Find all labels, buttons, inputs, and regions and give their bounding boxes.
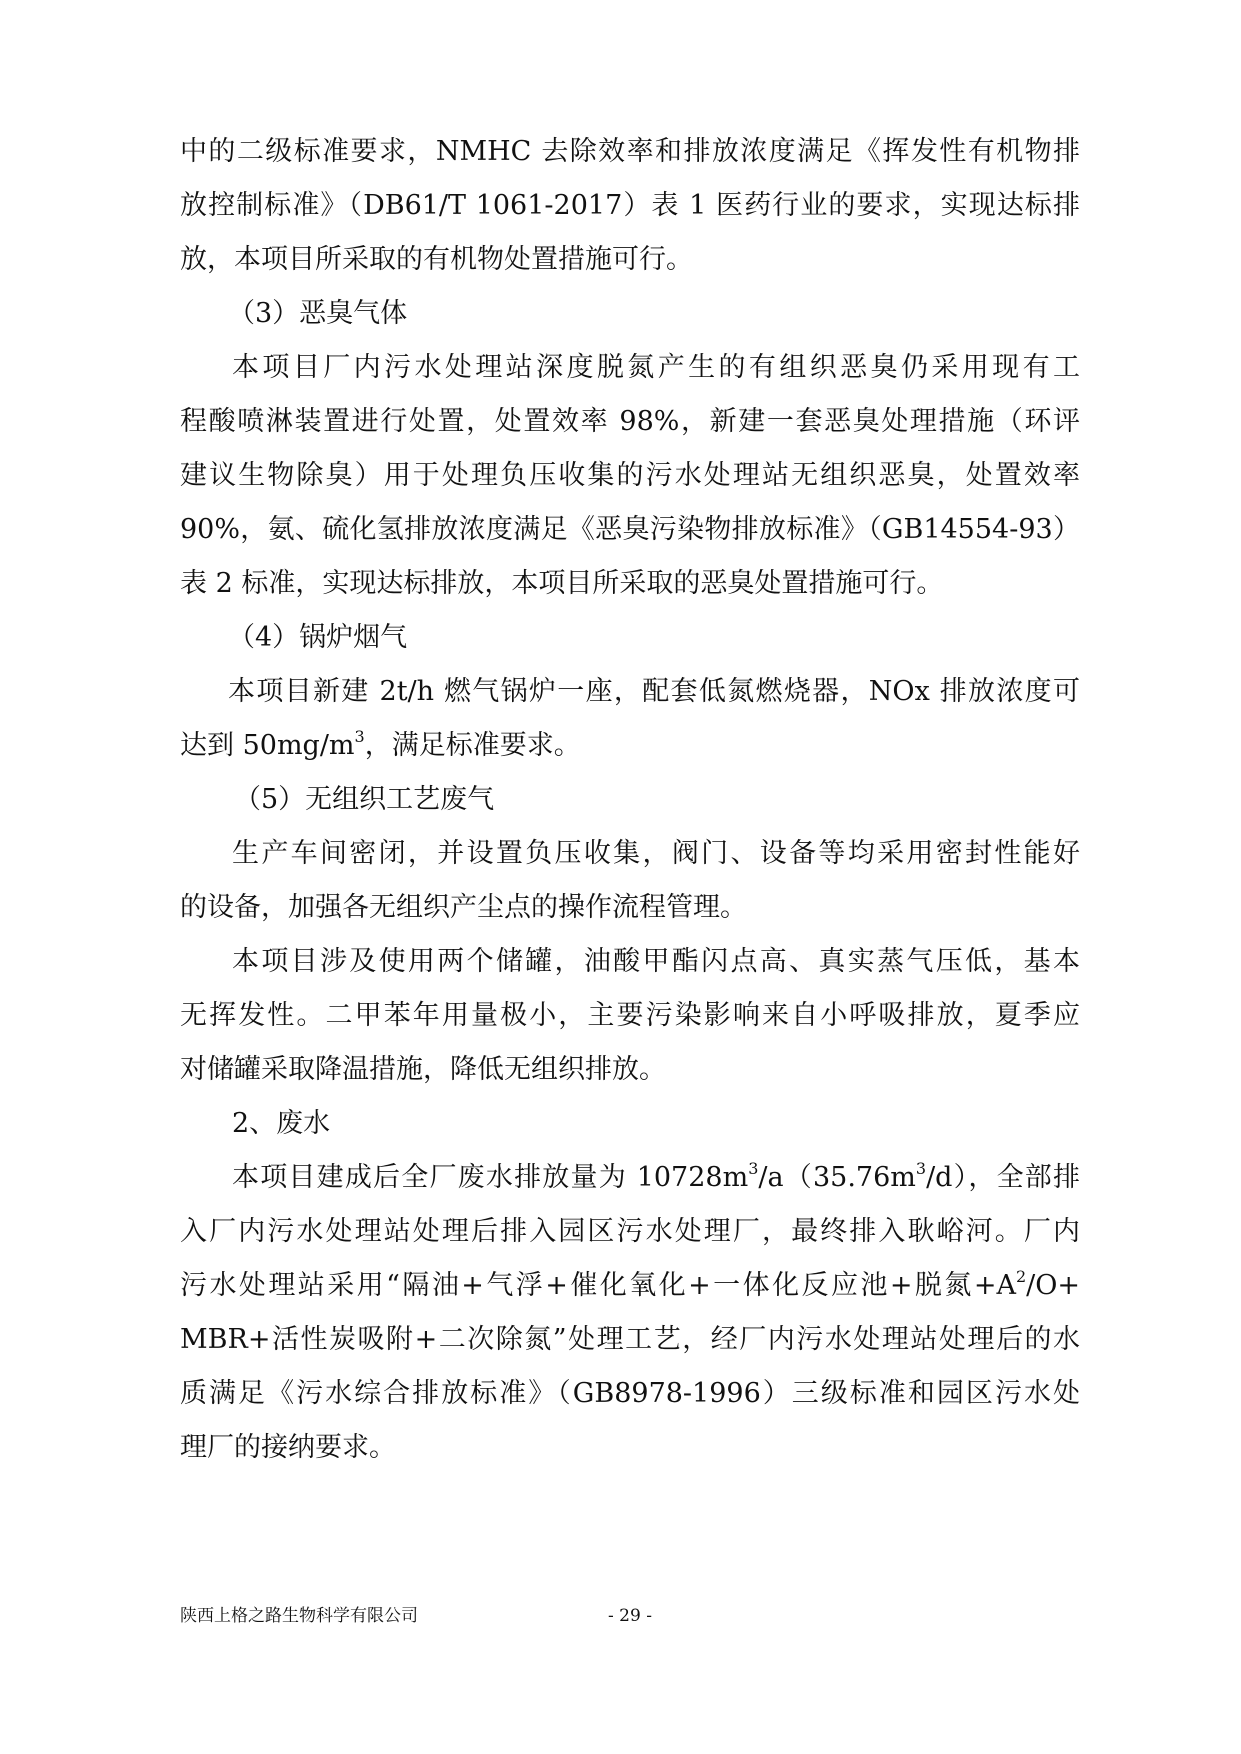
text-fragment: 达到 50mg/m (180, 730, 355, 761)
text-fragment: /O+ (1026, 1270, 1080, 1301)
text-line: 本项目新建 2t/h 燃气锅炉一座，配套低氮燃烧器，NOx 排放浓度可 (228, 676, 1080, 707)
text-fragment: 本项目建成后全厂废水排放量为 10728m (232, 1162, 749, 1193)
text-fragment: /d），全部排 (926, 1162, 1080, 1193)
text-line: 无挥发性。二甲苯年用量极小，主要污染影响来自小呼吸排放，夏季应 (180, 1000, 1080, 1031)
text-line: 生产车间密闭，并设置负压收集，阀门、设备等均采用密封性能好 (232, 838, 1080, 869)
text-line: 的设备，加强各无组织产尘点的操作流程管理。 (180, 892, 747, 923)
text-line: 90%，氨、硫化氢排放浓度满足《恶臭污染物排放标准》（GB14554-93） (180, 514, 1080, 545)
superscript: 3 (915, 1159, 927, 1178)
footer-company: 陕西上格之路生物科学有限公司 (180, 1606, 418, 1626)
text-line: 理厂的接纳要求。 (180, 1432, 396, 1463)
text-fragment: ，满足标准要求。 (364, 730, 581, 761)
text-line (180, 726, 1080, 766)
text-line: 中的二级标准要求，NMHC 去除效率和排放浓度满足《挥发性有机物排 (180, 136, 1080, 167)
text-line: 本项目涉及使用两个储罐，油酸甲酯闪点高、真实蒸气压低，基本 (232, 946, 1080, 977)
superscript: 3 (748, 1159, 759, 1178)
text-fragment: /a（35.76m (758, 1162, 916, 1193)
text-line: MBR+活性炭吸附+二次除氮”处理工艺，经厂内污水处理站处理后的水 (180, 1324, 1080, 1355)
text-line: 对储罐采取降温措施，降低无组织排放。 (180, 1054, 666, 1085)
section-heading: （5）无组织工艺废气 (234, 784, 495, 815)
superscript: 3 (354, 727, 365, 746)
section-heading: （4）锅炉烟气 (228, 622, 408, 653)
text-line: 表 2 标准，实现达标排放，本项目所采取的恶臭处置措施可行。 (180, 568, 944, 599)
text-line: 放，本项目所采取的有机物处置措施可行。 (180, 244, 693, 275)
page-number: - 29 - (608, 1606, 652, 1626)
text-line: 本项目厂内污水处理站深度脱氮产生的有组织恶臭仍采用现有工 (232, 352, 1080, 383)
text-line (180, 1266, 1080, 1306)
section-heading: 2、废水 (232, 1108, 331, 1139)
text-fragment: 污水处理站采用“隔油+气浮+催化氧化+一体化反应池+脱氮+A (180, 1270, 1016, 1301)
text-line (232, 1158, 1080, 1198)
text-line: 入厂内污水处理站处理后排入园区污水处理厂，最终排入耿峪河。厂内 (180, 1216, 1080, 1247)
text-line: 放控制标准》（DB61/T 1061-2017）表 1 医药行业的要求，实现达标排 (180, 190, 1080, 221)
section-heading: （3）恶臭气体 (228, 298, 408, 329)
text-line: 建议生物除臭）用于处理负压收集的污水处理站无组织恶臭，处置效率 (180, 460, 1080, 491)
text-line: 质满足《污水综合排放标准》（GB8978-1996）三级标准和园区污水处 (180, 1378, 1080, 1409)
text-line: 程酸喷淋装置进行处置，处置效率 98%，新建一套恶臭处理措施（环评 (180, 406, 1080, 437)
superscript: 2 (1015, 1267, 1027, 1286)
